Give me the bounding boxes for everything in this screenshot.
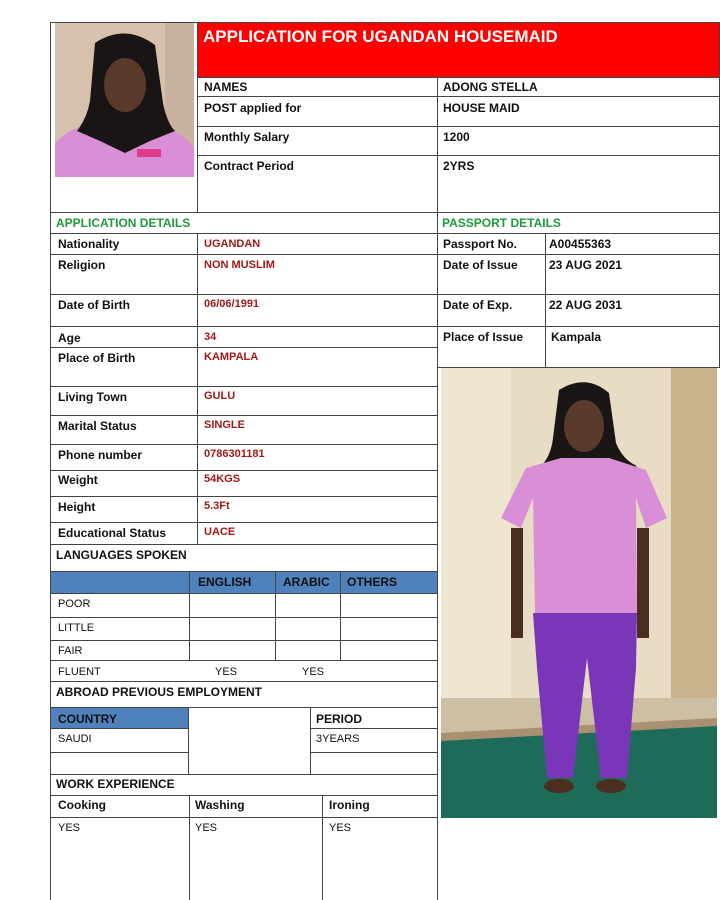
place-of-issue-label: Place of Issue (443, 330, 524, 344)
names-label: NAMES (204, 80, 248, 94)
others-column: OTHERS (347, 575, 398, 589)
living-town-label: Living Town (58, 390, 128, 404)
ironing-value: YES (329, 822, 352, 834)
phone-value: 0786301181 (204, 448, 265, 460)
height-label: Height (58, 500, 96, 514)
phone-label: Phone number (58, 448, 143, 462)
education-value: UACE (204, 526, 236, 538)
full-body-photo (441, 368, 717, 818)
education-label: Educational Status (58, 526, 167, 540)
height-value: 5.3Ft (204, 500, 230, 512)
place-of-issue-value: Kampala (551, 330, 602, 344)
passport-details-heading: PASSPORT DETAILS (442, 216, 561, 230)
english-column: ENGLISH (198, 575, 252, 589)
arabic-column: ARABIC (283, 575, 330, 589)
passport-no-value: A00455363 (549, 237, 612, 251)
nationality-label: Nationality (58, 237, 120, 251)
living-town-value: GULU (204, 390, 236, 402)
weight-label: Weight (58, 473, 98, 487)
place-of-birth-label: Place of Birth (58, 351, 136, 365)
religion-value: NON MUSLIM (204, 259, 275, 271)
employment-heading: ABROAD PREVIOUS EMPLOYMENT (56, 685, 263, 699)
salary-value: 1200 (443, 130, 470, 144)
cooking-label: Cooking (58, 798, 106, 812)
dob-value: 06/06/1991 (204, 298, 260, 310)
languages-heading: LANGUAGES SPOKEN (56, 548, 187, 562)
date-of-issue-label: Date of Issue (443, 258, 518, 272)
age-label: Age (58, 331, 81, 345)
salary-label: Monthly Salary (204, 130, 290, 144)
application-details-heading: APPLICATION DETAILS (56, 216, 191, 230)
religion-label: Religion (58, 258, 106, 272)
level-poor: POOR (58, 598, 91, 610)
washing-value: YES (195, 822, 218, 834)
age-value: 34 (204, 331, 217, 343)
level-fluent: FLUENT (58, 666, 101, 678)
country-value: SAUDI (58, 733, 92, 745)
post-value: HOUSE MAID (443, 101, 520, 115)
date-of-exp-value: 22 AUG 2031 (549, 298, 622, 312)
date-of-issue-value: 23 AUG 2021 (549, 258, 622, 272)
washing-label: Washing (195, 798, 245, 812)
weight-value: 54KGS (204, 473, 241, 485)
ironing-label: Ironing (329, 798, 370, 812)
languages-header-blank (51, 572, 189, 593)
contract-label: Contract Period (204, 159, 295, 173)
cooking-value: YES (58, 822, 81, 834)
names-value: ADONG STELLA (443, 80, 538, 94)
dob-label: Date of Birth (58, 298, 130, 312)
passport-no-label: Passport No. (443, 237, 518, 251)
period-header: PERIOD (316, 712, 363, 726)
nationality-value: UGANDAN (204, 238, 261, 250)
contract-value: 2YRS (443, 159, 475, 173)
work-experience-heading: WORK EXPERIENCE (56, 777, 175, 791)
period-value: 3YEARS (316, 733, 360, 745)
english-fluent-value: YES (215, 666, 238, 678)
date-of-exp-label: Date of Exp. (443, 298, 513, 312)
level-fair: FAIR (58, 645, 83, 657)
country-header: COUNTRY (58, 712, 117, 726)
page-title: APPLICATION FOR UGANDAN HOUSEMAID (203, 27, 558, 46)
arabic-fluent-value: YES (302, 666, 325, 678)
portrait-photo (55, 23, 194, 177)
level-little: LITTLE (58, 622, 95, 634)
place-of-birth-value: KAMPALA (204, 351, 259, 363)
marital-status-value: SINGLE (204, 419, 245, 431)
post-label: POST applied for (204, 101, 302, 115)
marital-status-label: Marital Status (58, 419, 137, 433)
